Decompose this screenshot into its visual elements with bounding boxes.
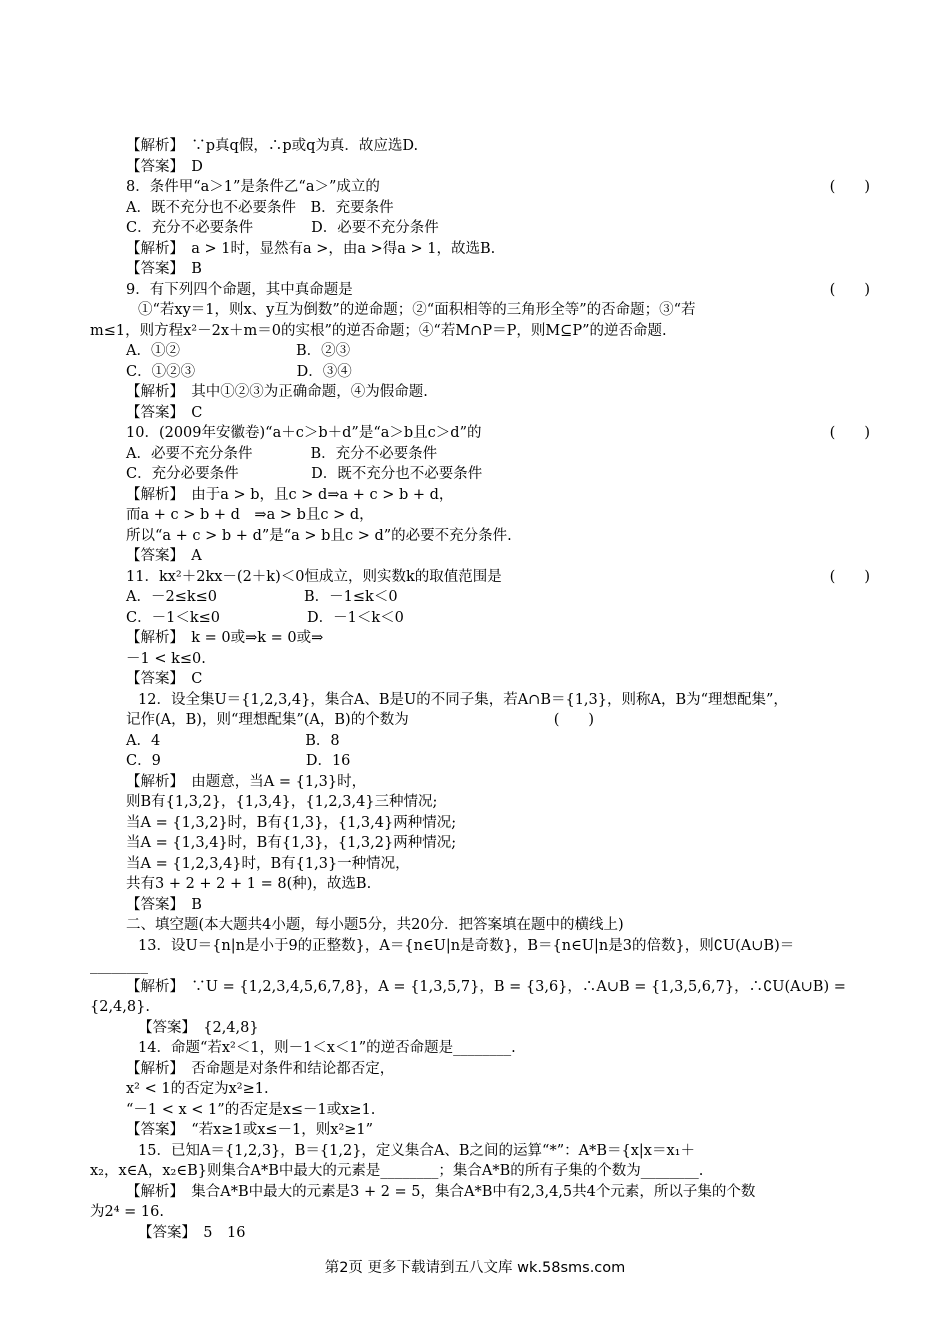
line-text: －1 < k≤0. (126, 650, 206, 667)
text-line (90, 915, 870, 936)
text-line (90, 546, 870, 567)
text-line (90, 874, 870, 895)
line-text: {2,4,8}. (90, 999, 150, 1015)
text-line (90, 1182, 870, 1203)
text-line (90, 485, 870, 506)
text-line (90, 136, 870, 157)
text-line (90, 198, 870, 219)
text-line (90, 423, 870, 444)
line-text: 【解析】 否命题是对条件和结论都否定， (126, 1060, 395, 1077)
text-line (90, 813, 870, 834)
line-text: 【解析】 由于a > b，且c > d⇒a + c > b + d， (126, 486, 454, 503)
line-text: 【答案】 B (126, 896, 202, 913)
text-line (90, 1223, 870, 1244)
text-line (90, 382, 870, 403)
text-line (90, 833, 870, 854)
line-text: 而a + c > b + d ⇒a > b且c > d， (126, 507, 374, 523)
line-text: 11．kx²＋2kx－(2＋k)＜0恒成立，则实数k的取值范围是 (126, 568, 502, 585)
answer-bracket: ( ) (829, 568, 870, 585)
line-text: 【解析】 由题意，当A = {1,3}时， (126, 773, 367, 790)
line-text: x² < 1的否定为x²≥1. (126, 1081, 269, 1097)
text-line (90, 895, 870, 916)
text-line (90, 1100, 870, 1121)
line-text: C．充分不必要条件 D．必要不充分条件 (126, 220, 439, 236)
text-line (90, 567, 870, 588)
text-line (90, 587, 870, 608)
answer-bracket: ( ) (829, 281, 870, 298)
text-line (90, 218, 870, 239)
line-text: 【答案】 C (126, 404, 203, 421)
line-text: 【答案】 D (126, 158, 203, 175)
text-line (90, 1079, 870, 1100)
line-text: ________ (90, 958, 148, 974)
line-text: 【答案】 5 16 (138, 1224, 246, 1241)
line-text: 【解析】 ∵p真q假，∴p或q为真．故应选D. (126, 138, 419, 154)
line-text: A．4 B．8 (126, 732, 340, 749)
text-line (90, 649, 870, 670)
text-line (90, 1120, 870, 1141)
text-line (90, 1038, 870, 1059)
text-line (90, 464, 870, 485)
text-line (90, 854, 870, 875)
line-text: A．①② B．②③ (126, 343, 351, 359)
line-text: C．－1＜k≤0 D．－1＜k＜0 (126, 609, 404, 626)
line-text: 9．有下列四个命题，其中真命题是 (126, 281, 353, 298)
line-text: 当A = {1,2,3,4}时，B有{1,3}一种情况， (126, 855, 410, 872)
text-line (90, 321, 870, 342)
line-text: 二、填空题(本大题共4小题，每小题5分，共20分．把答案填在题中的横线上) (126, 917, 624, 933)
line-text: 则B有{1,3,2}，{1,3,4}，{1,2,3,4}三种情况; (126, 794, 438, 810)
answer-bracket: ( ) (829, 179, 870, 195)
line-text: 为2⁴ = 16. (90, 1204, 164, 1220)
text-line (90, 157, 870, 178)
text-line (90, 259, 870, 280)
line-text: 记作(A，B)，则“理想配集”(A，B)的个数为 ( ) (126, 712, 595, 728)
line-text: 【解析】 a > 1时，显然有a >，由a >得a > 1，故选B. (126, 240, 496, 257)
text-line (90, 1141, 870, 1162)
line-text: 10．(2009年安徽卷)“a＋c＞b＋d”是“a＞b且c＞d”的 (126, 425, 482, 441)
line-text: “－1 < x < 1”的否定是x≤－1或x≥1. (126, 1101, 376, 1118)
line-text: 12．设全集U＝{1,2,3,4}，集合A、B是U的不同子集，若A∩B＝{1,3}，则称A，B为“理想配集”， (138, 691, 788, 708)
line-text: 15．已知A＝{1,2,3}，B＝{1,2}，定义集合A、B之间的运算“*”：A*B＝{x|x＝x₁＋ (138, 1142, 695, 1159)
text-line (90, 444, 870, 465)
text-line (90, 341, 870, 362)
line-text: 【解析】 集合A*B中最大的元素是3 + 2 = 5，集合A*B中有2,3,4,5共4个元素，所以子集的个数 (126, 1183, 756, 1200)
line-text: 【答案】 “若x≥1或x≤－1，则x²≥1” (126, 1122, 374, 1138)
line-text: 【答案】 B (126, 261, 202, 277)
text-line (90, 177, 870, 198)
text-line (90, 628, 870, 649)
line-text: 【答案】 C (126, 671, 203, 687)
text-line (90, 1059, 870, 1080)
text-line (90, 300, 870, 321)
text-line (90, 1202, 870, 1223)
text-line (90, 977, 870, 998)
text-line (90, 997, 870, 1018)
text-line (90, 239, 870, 260)
line-text: 14．命题“若x²＜1，则－1＜x＜1”的逆否命题是________. (138, 1040, 516, 1056)
page-footer: 第2页 更多下载请到五八文库 wk.58sms.com (324, 1260, 626, 1276)
text-line (90, 731, 870, 752)
line-text: x₂，x∈A，x₂∈B}则集合A*B中最大的元素是________；集合A*B的所有子集的个数为________. (90, 1163, 704, 1179)
line-text: A．必要不充分条件 B．充分不必要条件 (126, 445, 438, 462)
answer-bracket: ( ) (829, 425, 870, 441)
line-text: 8．条件甲“a＞1”是条件乙“a＞”成立的 (126, 179, 380, 195)
line-text: A．－2≤k≤0 B．－1≤k＜0 (126, 589, 398, 605)
text-line (90, 772, 870, 793)
line-text: 13．设U＝{n|n是小于9的正整数}，A＝{n∈U|n是奇数}，B＝{n∈U|n是3的倍数}，则∁U(A∪B)＝ (138, 937, 795, 954)
text-line (90, 751, 870, 772)
text-line (90, 710, 870, 731)
line-text: 【解析】 k = 0或⇒k = 0或⇒ (126, 630, 324, 646)
text-line (90, 505, 870, 526)
line-text: 【答案】 A (126, 548, 202, 564)
line-text: 当A = {1,3,2}时，B有{1,3}，{1,3,4}两种情况; (126, 814, 457, 831)
line-text: m≤1，则方程x²－2x＋m＝0的实根”的逆否命题；④“若M∩P＝P，则M⊆P”的逆否命题. (90, 322, 667, 339)
line-text: 【解析】 其中①②③为正确命题，④为假命题. (126, 384, 428, 400)
line-text: 【解析】 ∵U = {1,2,3,4,5,6,7,8}，A = {1,3,5,7}，B = {3,6}，∴A∪B = {1,3,5,6,7}，∴∁U(A∪B) = (126, 978, 846, 995)
line-text: ①“若xy＝1，则x、y互为倒数”的逆命题；②“面积相等的三角形全等”的否命题；③“若 (138, 302, 696, 318)
line-text: 当A = {1,3,4}时，B有{1,3}，{1,3,2}两种情况; (126, 835, 457, 851)
line-text: C．①②③ D．③④ (126, 363, 352, 380)
text-line (90, 936, 870, 957)
text-line (90, 956, 870, 977)
line-text: C．9 D．16 (126, 753, 351, 769)
text-line (90, 526, 870, 547)
text-line (90, 362, 870, 383)
text-line (90, 690, 870, 711)
line-text: 【答案】 {2,4,8} (138, 1019, 259, 1036)
line-text: 共有3 + 2 + 2 + 1 = 8(种)，故选B. (126, 876, 372, 892)
text-line (90, 280, 870, 301)
text-line (90, 608, 870, 629)
document-body (90, 136, 870, 1243)
line-text: 所以“a + c > b + d”是“a > b且c > d”的必要不充分条件. (126, 527, 512, 544)
text-line (90, 1161, 870, 1182)
text-line (90, 792, 870, 813)
line-text: A．既不充分也不必要条件 B．充要条件 (126, 199, 394, 216)
text-line (90, 1018, 870, 1039)
line-text: C．充分必要条件 D．既不充分也不必要条件 (126, 466, 483, 482)
text-line (90, 669, 870, 690)
text-line (90, 403, 870, 424)
